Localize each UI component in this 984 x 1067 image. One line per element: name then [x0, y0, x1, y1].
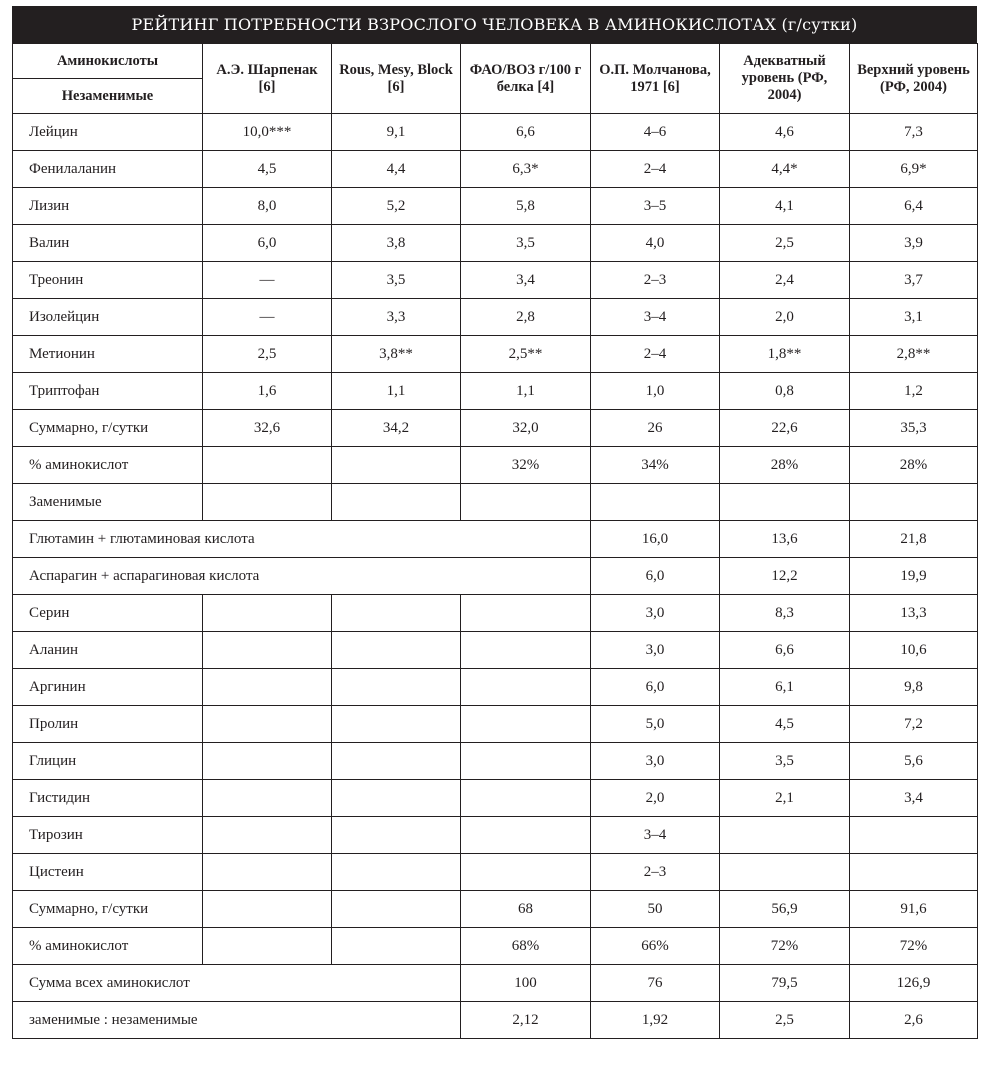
cell-molchanova: 6,0 — [591, 669, 720, 706]
cell-adequate: 72% — [720, 928, 850, 965]
table-row — [13, 373, 978, 410]
row-name: Аланин — [13, 632, 203, 669]
cell-fao: 68% — [461, 928, 591, 965]
cell-molchanova: 3–4 — [591, 299, 720, 336]
row-name: Суммарно, г/сутки — [13, 410, 203, 447]
row-name: Аргинин — [13, 669, 203, 706]
cell-sharpenak: — — [203, 262, 332, 299]
cell-upper: 7,3 — [850, 114, 978, 151]
cell-upper: 1,2 — [850, 373, 978, 410]
cell-molchanova: 26 — [591, 410, 720, 447]
header-molchanova: О.П. Молчанова, 1971 [6] — [591, 44, 720, 114]
cell-upper: 21,8 — [850, 521, 978, 558]
cell-fao — [461, 595, 591, 632]
cell-fao: 1,1 — [461, 373, 591, 410]
row-name: Гистидин — [13, 780, 203, 817]
cell-sharpenak — [203, 743, 332, 780]
cell-rous — [332, 854, 461, 891]
table-row — [13, 114, 978, 151]
cell-fao — [461, 817, 591, 854]
cell-adequate: 4,6 — [720, 114, 850, 151]
cell-molchanova: 3–5 — [591, 188, 720, 225]
cell-sharpenak — [203, 854, 332, 891]
table-row — [13, 151, 978, 188]
cell-molchanova: 2–4 — [591, 151, 720, 188]
cell-rous — [332, 484, 461, 521]
cell-molchanova: 3–4 — [591, 817, 720, 854]
cell-upper — [850, 817, 978, 854]
cell-adequate: 1,8** — [720, 336, 850, 373]
cell-adequate: 12,2 — [720, 558, 850, 595]
table-row — [13, 891, 978, 928]
row-name: Пролин — [13, 706, 203, 743]
table-row — [13, 188, 978, 225]
header-rous: Rous, Mesy, Block [6] — [332, 44, 461, 114]
row-name: Сумма всех аминокислот — [13, 965, 461, 1002]
cell-fao: 32% — [461, 447, 591, 484]
cell-adequate: 2,5 — [720, 225, 850, 262]
cell-molchanova: 3,0 — [591, 632, 720, 669]
cell-rous — [332, 632, 461, 669]
cell-upper: 3,7 — [850, 262, 978, 299]
cell-sharpenak — [203, 484, 332, 521]
cell-adequate: 2,1 — [720, 780, 850, 817]
cell-adequate: 6,6 — [720, 632, 850, 669]
cell-rous: 4,4 — [332, 151, 461, 188]
cell-fao — [461, 484, 591, 521]
cell-molchanova — [591, 484, 720, 521]
cell-sharpenak — [203, 447, 332, 484]
table-row — [13, 854, 978, 891]
cell-upper: 6,4 — [850, 188, 978, 225]
cell-rous: 1,1 — [332, 373, 461, 410]
cell-molchanova: 50 — [591, 891, 720, 928]
table-row — [13, 595, 978, 632]
row-name: % аминокислот — [13, 928, 203, 965]
header-essential: Незаменимые — [13, 79, 203, 114]
cell-fao: 100 — [461, 965, 591, 1002]
section-label-nonessential: Заменимые — [13, 484, 203, 521]
row-name: Лейцин — [13, 114, 203, 151]
cell-rous: 34,2 — [332, 410, 461, 447]
cell-rous — [332, 595, 461, 632]
cell-sharpenak — [203, 669, 332, 706]
row-name: Изолейцин — [13, 299, 203, 336]
cell-adequate: 56,9 — [720, 891, 850, 928]
cell-fao — [461, 706, 591, 743]
cell-sharpenak — [203, 817, 332, 854]
cell-fao: 6,6 — [461, 114, 591, 151]
table-row — [13, 558, 978, 595]
cell-sharpenak — [203, 632, 332, 669]
row-name: Серин — [13, 595, 203, 632]
cell-sharpenak: 4,5 — [203, 151, 332, 188]
row-name: Лизин — [13, 188, 203, 225]
cell-adequate: 6,1 — [720, 669, 850, 706]
cell-upper: 2,8** — [850, 336, 978, 373]
cell-molchanova: 16,0 — [591, 521, 720, 558]
cell-upper — [850, 484, 978, 521]
cell-adequate: 13,6 — [720, 521, 850, 558]
amino-acid-table-container — [12, 6, 977, 1039]
cell-molchanova: 2,0 — [591, 780, 720, 817]
cell-upper: 3,9 — [850, 225, 978, 262]
row-name: Фенилаланин — [13, 151, 203, 188]
table-row — [13, 1002, 978, 1039]
cell-adequate: 2,4 — [720, 262, 850, 299]
cell-sharpenak — [203, 891, 332, 928]
cell-adequate — [720, 854, 850, 891]
cell-upper: 91,6 — [850, 891, 978, 928]
header-sharpenak: А.Э. Шарпенак [6] — [203, 44, 332, 114]
table-row — [13, 743, 978, 780]
cell-sharpenak — [203, 928, 332, 965]
cell-molchanova: 66% — [591, 928, 720, 965]
cell-molchanova: 2–4 — [591, 336, 720, 373]
cell-upper: 9,8 — [850, 669, 978, 706]
row-name: Треонин — [13, 262, 203, 299]
cell-sharpenak: 32,6 — [203, 410, 332, 447]
cell-adequate: 4,1 — [720, 188, 850, 225]
cell-sharpenak: — — [203, 299, 332, 336]
row-name: Тирозин — [13, 817, 203, 854]
row-name: Глютамин + глютаминовая кислота — [13, 521, 591, 558]
cell-adequate: 2,5 — [720, 1002, 850, 1039]
cell-rous: 3,8 — [332, 225, 461, 262]
cell-upper: 6,9* — [850, 151, 978, 188]
cell-upper: 7,2 — [850, 706, 978, 743]
table-row — [13, 262, 978, 299]
cell-molchanova: 1,0 — [591, 373, 720, 410]
cell-rous — [332, 817, 461, 854]
cell-rous — [332, 706, 461, 743]
cell-sharpenak: 6,0 — [203, 225, 332, 262]
cell-molchanova: 76 — [591, 965, 720, 1002]
cell-rous: 9,1 — [332, 114, 461, 151]
cell-upper: 28% — [850, 447, 978, 484]
row-name: Метионин — [13, 336, 203, 373]
cell-adequate: 8,3 — [720, 595, 850, 632]
cell-fao: 2,12 — [461, 1002, 591, 1039]
table-row — [13, 780, 978, 817]
table-row — [13, 669, 978, 706]
header-aminoacids: Аминокислоты — [13, 44, 203, 79]
cell-adequate: 79,5 — [720, 965, 850, 1002]
cell-rous: 3,3 — [332, 299, 461, 336]
cell-rous — [332, 743, 461, 780]
cell-molchanova: 4,0 — [591, 225, 720, 262]
cell-adequate: 4,4* — [720, 151, 850, 188]
cell-rous: 5,2 — [332, 188, 461, 225]
cell-molchanova: 2–3 — [591, 854, 720, 891]
header-upper: Верхний уровень (РФ, 2004) — [850, 44, 978, 114]
section-row-nonessential — [13, 484, 978, 521]
cell-rous — [332, 447, 461, 484]
cell-sharpenak: 1,6 — [203, 373, 332, 410]
header-fao: ФАО/ВОЗ г/100 г белка [4] — [461, 44, 591, 114]
cell-molchanova: 2–3 — [591, 262, 720, 299]
table-row — [13, 521, 978, 558]
cell-fao — [461, 743, 591, 780]
cell-rous — [332, 891, 461, 928]
cell-fao: 3,4 — [461, 262, 591, 299]
cell-upper: 13,3 — [850, 595, 978, 632]
cell-sharpenak: 8,0 — [203, 188, 332, 225]
cell-molchanova: 34% — [591, 447, 720, 484]
table-row — [13, 928, 978, 965]
cell-molchanova: 1,92 — [591, 1002, 720, 1039]
cell-molchanova: 6,0 — [591, 558, 720, 595]
cell-upper: 3,1 — [850, 299, 978, 336]
row-name: Глицин — [13, 743, 203, 780]
cell-adequate: 3,5 — [720, 743, 850, 780]
cell-upper: 35,3 — [850, 410, 978, 447]
table-row — [13, 410, 978, 447]
cell-upper: 5,6 — [850, 743, 978, 780]
cell-fao: 6,3* — [461, 151, 591, 188]
cell-rous: 3,8** — [332, 336, 461, 373]
cell-rous — [332, 928, 461, 965]
cell-adequate: 2,0 — [720, 299, 850, 336]
table-row — [13, 447, 978, 484]
row-name: Триптофан — [13, 373, 203, 410]
cell-fao — [461, 854, 591, 891]
cell-upper: 126,9 — [850, 965, 978, 1002]
row-name: Валин — [13, 225, 203, 262]
row-name: заменимые : незаменимые — [13, 1002, 461, 1039]
table-row — [13, 965, 978, 1002]
table-row — [13, 336, 978, 373]
cell-fao — [461, 632, 591, 669]
cell-fao — [461, 780, 591, 817]
cell-fao — [461, 669, 591, 706]
cell-sharpenak: 2,5 — [203, 336, 332, 373]
table-row — [13, 817, 978, 854]
cell-adequate — [720, 484, 850, 521]
cell-rous: 3,5 — [332, 262, 461, 299]
cell-adequate: 22,6 — [720, 410, 850, 447]
row-name: % аминокислот — [13, 447, 203, 484]
cell-rous — [332, 669, 461, 706]
cell-molchanova: 5,0 — [591, 706, 720, 743]
cell-fao: 2,5** — [461, 336, 591, 373]
table-title: РЕЙТИНГ ПОТРЕБНОСТИ ВЗРОСЛОГО ЧЕЛОВЕКА В АМИНОКИСЛОТАХ (г/сутки) — [12, 6, 977, 43]
cell-fao: 32,0 — [461, 410, 591, 447]
cell-sharpenak — [203, 595, 332, 632]
cell-adequate — [720, 817, 850, 854]
cell-adequate: 0,8 — [720, 373, 850, 410]
amino-acid-table — [12, 43, 978, 1039]
row-name: Аспарагин + аспарагиновая кислота — [13, 558, 591, 595]
cell-upper: 10,6 — [850, 632, 978, 669]
header-adequate: Адекватный уровень (РФ, 2004) — [720, 44, 850, 114]
cell-sharpenak — [203, 780, 332, 817]
table-body — [13, 114, 978, 1039]
cell-upper: 72% — [850, 928, 978, 965]
cell-adequate: 28% — [720, 447, 850, 484]
cell-rous — [332, 780, 461, 817]
cell-upper: 2,6 — [850, 1002, 978, 1039]
table-row — [13, 299, 978, 336]
cell-molchanova: 3,0 — [591, 595, 720, 632]
cell-molchanova: 3,0 — [591, 743, 720, 780]
row-name: Цистеин — [13, 854, 203, 891]
cell-fao: 5,8 — [461, 188, 591, 225]
cell-upper: 19,9 — [850, 558, 978, 595]
cell-sharpenak — [203, 706, 332, 743]
cell-sharpenak: 10,0*** — [203, 114, 332, 151]
cell-upper: 3,4 — [850, 780, 978, 817]
cell-upper — [850, 854, 978, 891]
row-name: Суммарно, г/сутки — [13, 891, 203, 928]
table-row — [13, 225, 978, 262]
table-row — [13, 706, 978, 743]
table-row — [13, 632, 978, 669]
cell-adequate: 4,5 — [720, 706, 850, 743]
cell-fao: 3,5 — [461, 225, 591, 262]
cell-fao: 68 — [461, 891, 591, 928]
cell-molchanova: 4–6 — [591, 114, 720, 151]
cell-fao: 2,8 — [461, 299, 591, 336]
